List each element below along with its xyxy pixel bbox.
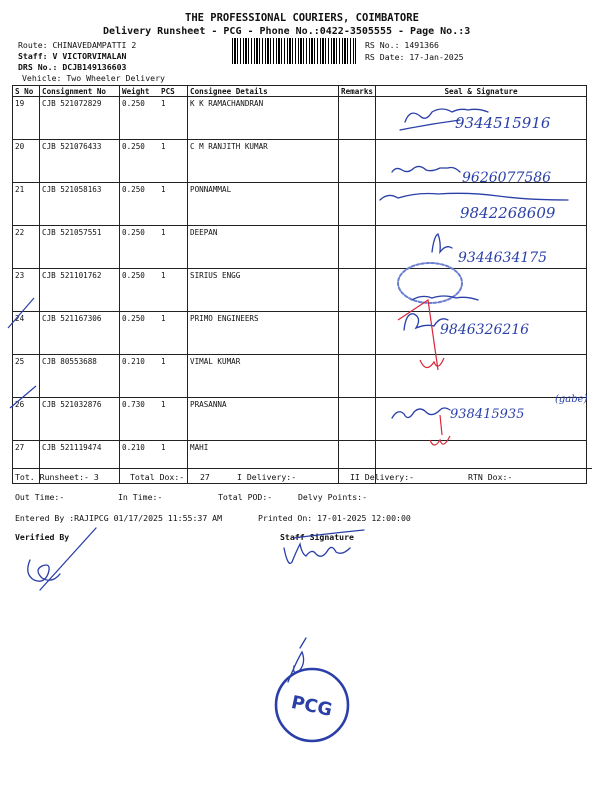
col-consignment: Consignment No <box>40 86 120 97</box>
handwritten-phone-row-19: 9344515916 <box>455 114 551 132</box>
cell-sno: 22 <box>13 226 40 269</box>
ii-delivery: II Delivery:- <box>350 472 415 482</box>
printed-on: Printed On: 17-01-2025 12:00:00 <box>258 513 411 523</box>
col-sno: S No <box>13 86 40 97</box>
vehicle-label: Vehicle: Two Wheeler Delivery <box>22 73 165 83</box>
cell-consignee: K K RAMACHANDRAN <box>188 97 339 140</box>
cell-weight: 0.250 <box>120 97 160 140</box>
cell-weight: 0.250 <box>120 269 160 312</box>
cell-consignment-no: CJB 521057551 <box>40 226 120 269</box>
cell-consignee: PONNAMMAL <box>188 183 339 226</box>
cell-sno: 27 <box>13 441 40 484</box>
staff-label: Staff: V VICTORVIMALAN <box>18 51 127 61</box>
i-delivery: I Delivery:- <box>237 472 297 482</box>
cell-consignee: PRIMO ENGINEERS <box>188 312 339 355</box>
cell-weight: 0.210 <box>120 355 160 398</box>
staff-signature: Staff Signature <box>280 532 354 542</box>
staff-signature-scribble <box>284 530 364 563</box>
cell-pcs: 1 <box>159 398 188 441</box>
cell-consignment-no: CJB 521072829 <box>40 97 120 140</box>
handwritten-phone-row-20: 9626077586 <box>462 170 552 186</box>
out-time: Out Time:- <box>15 492 65 502</box>
cell-weight: 0.250 <box>120 226 160 269</box>
verified-signature <box>28 528 96 590</box>
handwritten-phone-row-21: 9842268609 <box>460 204 556 222</box>
cell-pcs: 1 <box>159 312 188 355</box>
rs-date: RS Date: 17-Jan-2025 <box>365 52 464 62</box>
cell-consignment-no: CJB 521119474 <box>40 441 120 484</box>
stamp-text: PCG <box>289 691 335 722</box>
col-seal-signature: Seal & Signature <box>376 86 587 97</box>
cell-pcs: 1 <box>159 355 188 398</box>
runsheet-subtitle: Delivery Runsheet - PCG - Phone No.:0422-3505555 - Page No.:3 <box>103 26 471 37</box>
cell-sno: 20 <box>13 140 40 183</box>
cell-consignment-no: CJB 521032876 <box>40 398 120 441</box>
pcg-stamp <box>276 669 348 741</box>
cell-consignee: DEEPAN <box>188 226 339 269</box>
total-dox-label: Total Dox:- <box>130 472 185 482</box>
cell-pcs: 1 <box>159 97 188 140</box>
cell-consignment-no: CJB 80553688 <box>40 355 120 398</box>
cell-sno: 21 <box>13 183 40 226</box>
cell-sno: 19 <box>13 97 40 140</box>
cell-sno: 26 <box>13 398 40 441</box>
cell-consignment-no: CJB 521101762 <box>40 269 120 312</box>
handwritten-note-row-26: (gabe) <box>555 394 588 405</box>
company-title: THE PROFESSIONAL COURIERS, COIMBATORE <box>185 12 419 24</box>
tot-runsheet: Tot. Runsheet:- 3 <box>15 472 99 482</box>
total-dox-value: 27 <box>200 472 210 482</box>
verified-by: Verified By <box>15 532 70 542</box>
handwritten-phone-row-26: 938415935 <box>450 407 525 422</box>
rtn-dox: RTN Dox:- <box>468 472 513 482</box>
col-consignee: Consignee Details <box>188 86 339 97</box>
cell-weight: 0.730 <box>120 398 160 441</box>
cell-weight: 0.250 <box>120 312 160 355</box>
cell-consignee: VIMAL KUMAR <box>188 355 339 398</box>
handwritten-phone-row-24: 9846326216 <box>440 322 530 338</box>
col-pcs: PCS <box>159 86 188 97</box>
cell-weight: 0.250 <box>120 140 160 183</box>
cell-consignment-no: CJB 521167306 <box>40 312 120 355</box>
cell-sno: 23 <box>13 269 40 312</box>
cell-pcs: 1 <box>159 226 188 269</box>
in-time: In Time:- <box>118 492 163 502</box>
cell-consignment-no: CJB 521058163 <box>40 183 120 226</box>
cell-consignee: PRASANNA <box>188 398 339 441</box>
total-pod: Total POD:- <box>218 492 273 502</box>
cell-consignment-no: CJB 521076433 <box>40 140 120 183</box>
cell-pcs: 1 <box>159 183 188 226</box>
col-remarks: Remarks <box>339 86 376 97</box>
cell-consignee: SIRIUS ENGG <box>188 269 339 312</box>
drs-label: DRS No.: DCJB149136603 <box>18 62 127 72</box>
cell-sno: 25 <box>13 355 40 398</box>
cell-pcs: 1 <box>159 441 188 484</box>
cell-weight: 0.250 <box>120 183 160 226</box>
route-label: Route: CHINAVEDAMPATTI 2 <box>18 40 137 50</box>
cell-consignee: C M RANJITH KUMAR <box>188 140 339 183</box>
cell-weight: 0.210 <box>120 441 160 484</box>
handwritten-phone-row-22: 9344634175 <box>458 250 548 266</box>
col-weight: Weight <box>120 86 160 97</box>
delvy-points: Delvy Points:- <box>298 492 368 502</box>
cell-pcs: 1 <box>159 140 188 183</box>
cell-sno: 24 <box>13 312 40 355</box>
rs-no: RS No.: 1491366 <box>365 40 439 50</box>
cell-pcs: 1 <box>159 269 188 312</box>
cell-consignee: MAHI <box>188 441 339 484</box>
entered-by: Entered By :RAJIPCG 01/17/2025 11:55:37 AM <box>15 513 223 523</box>
